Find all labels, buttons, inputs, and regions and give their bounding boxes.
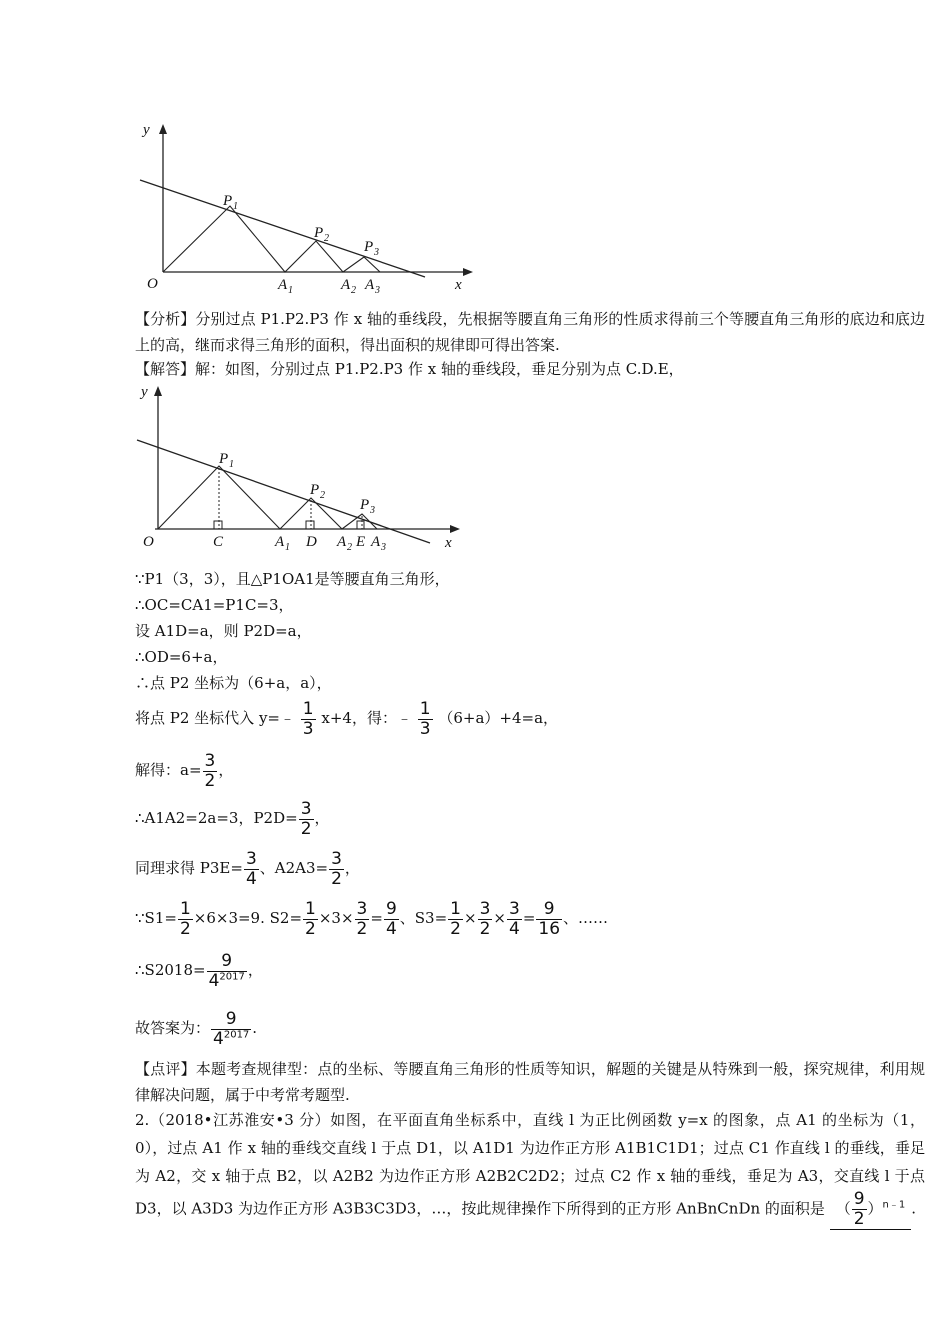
fraction-nine-sixteenths: $\frac{9}{16}$	[538, 898, 561, 939]
fraction-three-quarters: $\frac{3}{4}$	[508, 898, 520, 939]
solution-intro	[135, 356, 925, 382]
x-axis-arrow-icon	[450, 525, 460, 533]
label-x: x	[455, 277, 462, 293]
right-angle-C-icon	[214, 521, 222, 529]
label-A1-sub: 1	[285, 542, 290, 552]
solution-line-6	[135, 696, 925, 740]
label-A3: A	[371, 534, 381, 550]
fraction-one-third: $\frac{1}{3}$	[419, 698, 431, 739]
solution-intro-text: 解：如图，分别过点 P1.P2.P3 作 x 轴的垂线段，垂足分别为点 C.D.E，	[195, 360, 684, 378]
fraction-nine-over-4-pow-2017: $\frac{9}{4^{2017}}$	[213, 1008, 250, 1049]
fraction-three-halves: $\frac{3}{2}$	[300, 798, 312, 839]
solution-line-3: 设 A1D=a，则 P2D=a，	[135, 622, 312, 640]
label-E: E	[356, 534, 366, 550]
solution-tag: 【解答】	[135, 360, 196, 378]
solution-line-9: 同理求得 P3E= $\frac{3}{4}$ 、A2A3= $\frac{3}{2}$ ，	[135, 848, 360, 889]
problem-2-text: 2.（2018•江苏淮安•3 分）如图，在平面直角坐标系中，直线 l 为正比例函数 y=x 的图象，点 A1 的坐标为（1，0），过点 A1 作 x 轴的垂线交直线 l 于点 D1，以 A1D1 为边作正方形 A1B1C1D1；过点 C1 作直线 l 的垂线，垂足为 A2，交 x 轴于点 B2，以 A2B2 为边作正方形 A2B2C2D2；过点 C2 作 x 轴的垂线，垂足为 A3，交直线 l 于点 D3，以 A3D3 为边作正方形 A3B3C3D3，…，按此规律操作下所得到的正方形 AnBnCnDn 的面积是	[135, 1111, 925, 1218]
fraction-half: $\frac{1}{2}$	[305, 898, 316, 939]
text-s1: ∵S1=	[135, 909, 177, 927]
solution-line-1: ∵P1（3，3），且△P1OA1是等腰直角三角形，	[135, 570, 450, 588]
fraction-three-halves: $\frac{3}{2}$	[479, 898, 491, 939]
right-angle-E-icon	[357, 521, 364, 529]
label-A3-sub: 3	[381, 542, 386, 552]
text-substitute: 将点 P2 坐标代入 y=﹣	[135, 709, 295, 727]
label-O: O	[143, 534, 154, 550]
fraction-three-halves: $\frac{3}{2}$	[204, 750, 216, 791]
figure-1	[135, 122, 475, 297]
comment-paragraph	[135, 1056, 925, 1108]
label-P3-sub: 3	[374, 247, 379, 258]
solution-line-12: 故答案为： $\frac{9}{4^{2017}}$ .	[135, 1008, 258, 1049]
label-A2: A	[337, 534, 347, 550]
fraction-half: $\frac{1}{2}$	[179, 898, 191, 939]
analysis-tag: 【分析】	[135, 310, 196, 328]
label-P1-sub: 1	[233, 201, 238, 212]
solution-line-4: ∴OD=6+a，	[135, 648, 228, 666]
label-x: x	[445, 535, 452, 551]
fraction-three-halves: $\frac{3}{2}$	[331, 848, 342, 889]
label-P2: P	[314, 225, 324, 241]
line-y-neg-third-x-plus-4	[137, 440, 430, 543]
solution-line-11: ∴S2018= $\frac{9}{4^{2017}}$ ，	[135, 950, 263, 991]
label-A1: A	[275, 534, 285, 550]
label-D: D	[306, 534, 317, 550]
label-P3: P	[360, 497, 370, 513]
label-A2-sub: 2	[347, 542, 352, 552]
triangle-chain	[163, 206, 380, 272]
solution-line-2: ∴OC=CA1=P1C=3，	[135, 596, 294, 614]
label-y: y	[143, 122, 150, 138]
label-P1: P	[223, 193, 233, 209]
label-P2-sub: 2	[320, 490, 325, 501]
label-A1: A	[278, 277, 288, 293]
answer-blank: （ $\frac{9}{2}$ ）$^{n﹣1}$	[830, 1190, 912, 1230]
x-axis-arrow-icon	[463, 268, 473, 276]
solution-line-5: ∴点 P2 坐标为（6+a，a），	[135, 674, 332, 692]
comment-text: 本题考查规律型：点的坐标、等腰直角三角形的性质等知识，解题的关键是从特殊到一般，探究规律，利用规律解决问题，属于中考常考题型.	[135, 1060, 925, 1104]
y-axis-arrow-icon	[159, 124, 167, 134]
right-angle-D-icon	[306, 521, 314, 529]
fraction-three-quarters: $\frac{3}{4}$	[245, 848, 257, 889]
fraction-nine-quarters: $\frac{9}{4}$	[385, 898, 397, 939]
y-axis-arrow-icon	[154, 386, 162, 396]
label-A2-sub: 2	[351, 285, 356, 296]
problem-2-paragraph: 2.（2018•江苏淮安•3 分）如图，在平面直角坐标系中，直线 l 为正比例函数 y=x 的图象，点 A1 的坐标为（1，0），过点 A1 作 x 轴的垂线交直线 l 于点 D1，以 A1D1 为边作正方形 A1B1C1D1；过点 C1 作直线 l 的垂线，垂足为 A2，交 x 轴于点 B2，以 A2B2 为边作正方形 A2B2C2D2；过点 C2 作 x 轴的垂线，垂足为 A3，交直线 l 于点 D3，以 A3D3 为边作正方形 A3B3C3D3，…，按此规律操作下所得到的正方形 AnBnCnDn 的面积是 （ $\frac{9}{2}$ ）$^{n﹣1}$ .	[135, 1111, 925, 1229]
fraction-three-halves: $\frac{3}{2}$	[356, 898, 368, 939]
label-A1-sub: 1	[288, 285, 293, 296]
analysis-paragraph	[135, 306, 925, 358]
label-O: O	[147, 276, 158, 292]
label-P1: P	[219, 451, 229, 467]
text-get: x+4，得：﹣	[321, 709, 412, 727]
label-P2: P	[310, 482, 320, 498]
comment-tag: 【点评】	[135, 1060, 196, 1078]
solution-line-8: ∴A1A2=2a=3，P2D= $\frac{3}{2}$ ，	[135, 798, 330, 839]
analysis-text: 分别过点 P1.P2.P3 作 x 轴的垂线段，先根据等腰直角三角形的性质求得前三个等腰直角三角形的底边和底边上的高，继而求得三角形的面积，得出面积的规律即可得出答案.	[135, 310, 925, 354]
label-A2: A	[341, 277, 351, 293]
fraction-nine-halves: $\frac{9}{2}$	[853, 1189, 865, 1229]
fraction-one-third: $\frac{1}{3}$	[302, 698, 314, 739]
triangle-chain	[158, 466, 377, 529]
label-P2-sub: 2	[324, 233, 329, 244]
label-P3-sub: 3	[370, 505, 375, 516]
label-P3: P	[364, 239, 374, 255]
label-A3-sub: 3	[375, 285, 380, 296]
label-y: y	[141, 384, 148, 400]
fraction-nine-over-4-pow-2017: $\frac{9}{4^{2017}}$	[208, 950, 245, 991]
label-A3: A	[365, 277, 375, 293]
text-s2018: ∴S2018=	[135, 961, 206, 979]
text-a1a2: ∴A1A2=2a=3，P2D=	[135, 809, 298, 827]
label-C: C	[213, 534, 224, 550]
text-solve: 解得：a=	[135, 761, 202, 779]
text-equation: （6+a）+4=a，	[438, 709, 559, 727]
text-answer: 故答案为：	[135, 1019, 211, 1037]
fraction-half: $\frac{1}{2}$	[450, 898, 461, 939]
text-p3e: 同理求得 P3E=	[135, 859, 243, 877]
line-y-neg-third-x-plus-4	[140, 180, 425, 277]
figure-2	[135, 382, 475, 552]
label-P1-sub: 1	[229, 459, 234, 470]
solution-line-7: 解得：a= $\frac{3}{2}$ ，	[135, 750, 234, 791]
solution-line-10: ∵S1= $\frac{1}{2}$ ×6×3=9. S2= $\frac{1}{2}$ ×3× $\frac{3}{2}$ = $\frac{9}{4}$ 、S3= $\frac{1}{2}$ × $\frac{3}{2}$ × $\frac{3}{4}$ = $\frac{9}{16}$ 、……	[135, 898, 609, 939]
